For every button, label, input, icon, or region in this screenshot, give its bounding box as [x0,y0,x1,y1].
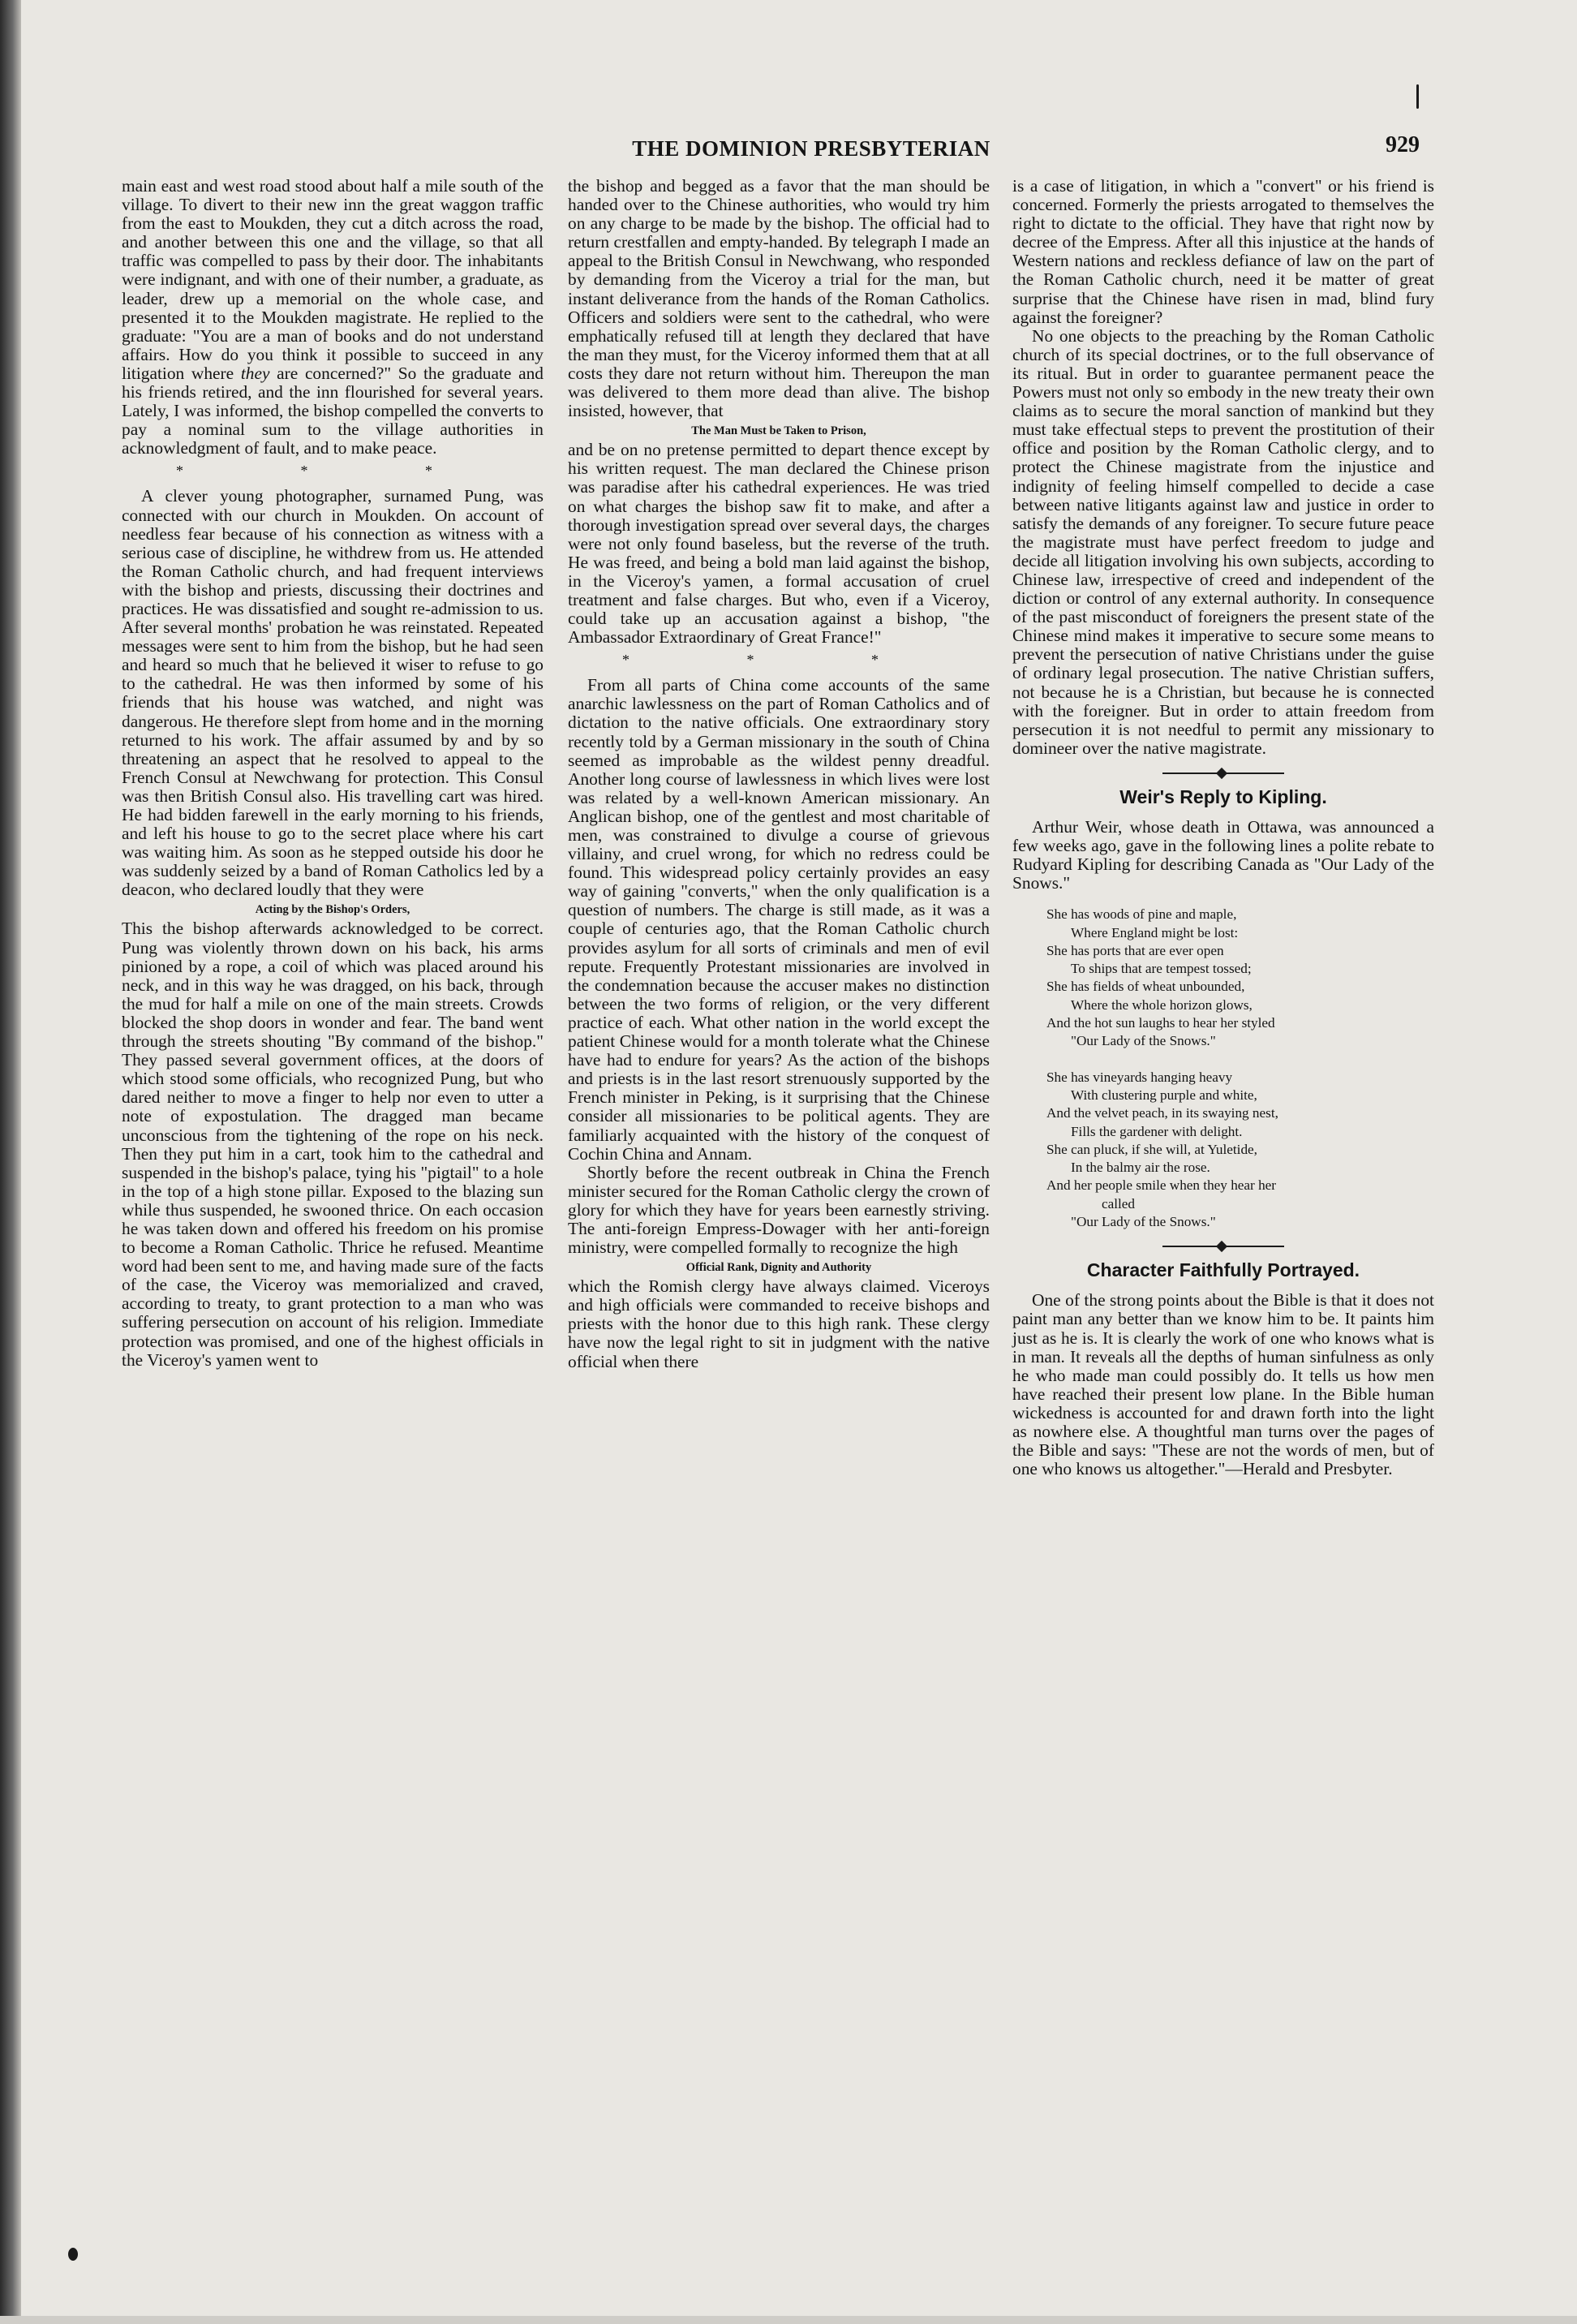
section-break-stars: * * * [622,652,935,669]
poem-line: called [1102,1195,1136,1211]
col1-subhead: Acting by the Bishop's Orders, [255,903,410,917]
character-body: One of the strong points about the Bible is that it does not paint man any better than we know him to be. It paints him just as he is. It is clearly the work of one who knows what is in man. It reveals all the depths of human sinfulness as only he who made man could possibly do. It tells us how men have reached their present low plane. In the Bible human wickedness is accounted for and drawn forth into the light as nowhere else. A thoughtful man turns over the pages of the Bible and says: "These are not the words of men, but of one who knows us altogether."—Herald and Presbyter. [1012,1290,1434,1479]
col2-paragraph-1: the bishop and begged as a favor that the man should be handed over to the Chinese authorities, who would try him on any charge to be made by the bishop. The official had to return crestfallen and empty-handed. By telegraph I made an appeal to the British Consul in Newchwang, who responded by demanding from the Viceroy a trial for the man, but instant deliverance from the hands of the Roman Catholics. Officers and soldiers were sent to the cathedral, who were emphatically refused till at length they declared that have the man they must, for the Viceroy informed them that at all costs they dare not return without him. Thereupon the man was delivered to them more dead than alive. The bishop insisted, however, that [568,176,990,421]
weir-intro: Arthur Weir, whose death in Ottawa, was announced a few weeks ago, gave in the following lines a polite rebate to Rudyard Kipling for describing Canada as "Our Lady of the Snows." [1012,816,1434,893]
poem-line: She has fields of wheat unbounded, [1046,979,1245,995]
column-1 [122,177,544,1370]
poem-line: In the balmy air the rose. [1071,1160,1210,1176]
column-3 [1012,177,1434,1478]
poem-line: She has woods of pine and maple, [1046,906,1237,923]
col3-paragraph-2: No one objects to the preaching by the Roman Catholic church of its special doctrines, or to the full observance of its ritual. But in order to guarantee permanent peace the Powers must not only so embody in the new treaty their own claims as to secure the moral sanction of mankind but they must take effectual steps to prevent the prostitution of their office and position by the Roman Catholic clergy, and to protect the Chinese magistrate from the injustice and indignity of feeling himself compelled to decide a case between native litigants against law and justice in order to satisfy the demands of any foreigner. To secure future peace the magistrate must have perfect freedom to judge and decide all litigation involving his own subjects, according to Chinese law, irrespective of creed and independent of the diction or control of any external authority. In consequence of the past misconduct of foreigners the present state of the Chinese mind makes it imperative to secure some means to prevent the persecution of native Christians under the guise of ordinary legal prosecution. The native Christian suffers, not because he is a Christian, but because he is connected with the foreigner. But in order to attain freedom from persecution it is not needful to permit any missionary to domineer over the native magistrate. [1012,325,1434,758]
poem-line: She has ports that are ever open [1046,942,1224,958]
section-divider [1162,773,1284,774]
col3-paragraph-1: is a case of litigation, in which a "convert" or his friend is concerned. Formerly the priests arrogated to themselves the right to dictate to the official. They have that right now by decree of the Empress. After all this injustice at the hands of Western nations and reckless defiance of law on the part of the Roman Catholic church, need it be matter of great surprise that the Chinese have risen in mad, blind fury against the foreigner? [1012,176,1434,327]
page-bottom-edge [0,2316,1577,2324]
poem-line: And her people smile when they hear her [1046,1177,1277,1194]
page-binding-shadow [0,0,21,2324]
col1-paragraph-2: A clever young photographer, surnamed Pung, was connected with our church in Moukden. On account of needless fear because of his connection as witness with a serious case of discipline, he withdrew from us. He attended the Roman Catholic church, and had frequent interviews with the bishop and priests, discussing their doctrines and practices. He was dissatisfied and sought re-admission to us. After several months' probation he was reinstated. Repeated messages were sent to him from the bishop, but he had seen and heard so much that he believed it wiser to refuse to go to the cathedral. He was then informed by some of his friends that his house was watched, and night was dangerous. He therefore slept from home and in the morning returned to his work. The affair assumed by and by so threatening an aspect that he resolved to appeal to the French Consul at Newchwang for protection. This Consul was then British Consul also. His travelling cart was hired. He had bidden farewell in the early morning to his friends, and left his house to go to the secret place where his cart was waiting him. As soon as he stepped outside his door he was suddenly seized by a band of Roman Catholics led by a deacon, who declared loudly that they were [122,486,544,900]
poem [1046,906,1434,1231]
column-2 [568,177,990,1371]
ink-smudge [68,2248,78,2261]
poem-line: Where England might be lost: [1071,924,1239,940]
col2-paragraph-2: and be on no pretense permitted to depart thence except by his written request. The man declared the Chinese prison was paradise after his cathedral experiences. He was tried on what charges the bishop saw fit to make, and after a thorough investigation spread over several days, the charges were not only found baseless, but the reverse of the truth. He was freed, and being a bold man laid against the bishop, in the Viceroy's yamen, a formal accusation of cruel treatment and false charges. But who, even if a Viceroy, could take up an accusation against a bishop, "the Ambassador Extraordinary of Great France!" [568,440,990,648]
poem-line: Fills the gardener with delight. [1071,1123,1243,1139]
poem-line: To ships that are tempest tossed; [1071,961,1252,977]
poem-line: Where the whole horizon glows, [1071,996,1253,1013]
poem-line: She can pluck, if she will, at Yuletide, [1046,1141,1257,1157]
poem-line: With clustering purple and white, [1071,1087,1257,1103]
col2-paragraph-5: which the Romish clergy have always claimed. Viceroys and high officials were commanded to receive bishops and priests with the honor due to this high rank. These clergy have now the legal right to sit in judgment with the native official when there [568,1276,990,1371]
col1-paragraph-1: main east and west road stood about half a mile south of the village. To divert to their new inn the great waggon traffic from the east to Moukden, they cut a ditch across the road, and another between this one and the village, so that all traffic was compelled to pass by their door. The inhabitants were indignant, and with one of their number, a graduate, as leader, drew up a memorial on the whole case, and presented it to the Moukden magistrate. He replied to the graduate: "You are a man of books and do not understand affairs. How do you think it possible to succeed in any litigation where they are concerned?" So the graduate and his friends retired, and the inn flourished for several years. Lately, I was informed, the bishop compelled the converts to pay a nominal sum to the village authorities in acknowledgment of fault, and to make peace. [122,176,544,458]
poem-line: She has vineyards hanging heavy [1046,1069,1233,1085]
col2-paragraph-4: Shortly before the recent outbreak in China the French minister secured for the Roman Catholic clergy the crown of glory for which they have for years been earnestly striving. The anti-foreign Empress-Dowager with her anti-foreign ministry, were compelled formally to recognize the high [568,1162,990,1258]
running-title: THE DOMINION PRESBYTERIAN [632,136,990,161]
poem-line: "Our Lady of the Snows." [1071,1033,1216,1049]
poem-line: And the hot sun laughs to hear her styled [1046,1015,1275,1031]
section-divider [1162,1246,1284,1247]
poem-line: "Our Lady of the Snows." [1071,1214,1216,1230]
ink-smudge [1416,84,1419,109]
col2-subhead-2: Official Rank, Dignity and Authority [685,1261,872,1275]
page-number: 929 [1386,132,1420,157]
col1-paragraph-3: This the bishop afterwards acknowledged to be correct. Pung was violently thrown down on his back, his arms pinioned by a rope, a coil of which was placed around his neck, and in this way he was dragged, on his back, through the mud for half a mile on one of the main streets. Crowds blocked the shop doors in wonder and fear. The band went through the streets shouting "By command of the bishop." They passed several government offices, at the doors of which stood some officials, who recognized Pung, but who dared neither to move a finger to help nor even to utter a note of expostulation. The dragged man became unconscious from the tightening of the rope on his neck. Then they put him in a cart, took him to the cathedral and suspended in the bishop's palace, tying his "pigtail" to a hole in the top of a high stone pillar. Exposed to the blazing sun while thus suspended, he swooned thrice. On each occasion he was taken down and offered his freedom on his promise to become a Roman Catholic. Thrice he refused. Meantime word had been sent to me, and having made sure of the facts of the case, the Viceroy was memorialized and craved, according to treaty, to grant protection to a man who was suffering persecution on account of his religion. Immediate protection was promised, and one of the highest officials in the Viceroy's yamen went to [122,919,544,1370]
article-title-weir: Weir's Reply to Kipling. [1119,785,1327,807]
article-title-character: Character Faithfully Portrayed. [1086,1259,1360,1281]
section-break-stars: * * * [176,463,489,480]
col2-paragraph-3: From all parts of China come accounts of the same anarchic lawlessness on the part of Roman Catholics and of dictation to the native officials. One extraordinary story recently told by a German missionary in the south of China seemed as improbable as the wildest penny dreadful. Another long course of lawlessness in which lives were lost was related by a well-known American missionary. An Anglican bishop, one of the gentlest and most charitable of men, was constrained to divulge a course of grievous villainy, and cruel wrong, for which no redress could be found. This widespread policy certainly provides an easy way of gaining "converts," when the only qualification is a question of numbers. The charge is still made, as it was a couple of centuries ago, that the Roman Catholic church provides asylum for all sorts of criminals and men of evil repute. Frequently Protestant missionaries are involved in the condemnation because the accuser makes no distinction between the two forms of religion, or the very different practice of each. What other nation in the world except the patient Chinese would for a month tolerate what the Chinese have had to endure for years? As the action of the bishops and priests is in the last resort strenuously supported by the French minister in Peking, is it surprising that the Chinese consider all missionaries to be political agents. They are familiarly acquainted with the history of the conquest of Cochin China and Annam. [568,675,990,1164]
col1-emphasis: they [240,363,270,383]
poem-line: And the velvet peach, in its swaying nest, [1046,1105,1278,1121]
col2-subhead-1: The Man Must be Taken to Prison, [691,424,866,438]
